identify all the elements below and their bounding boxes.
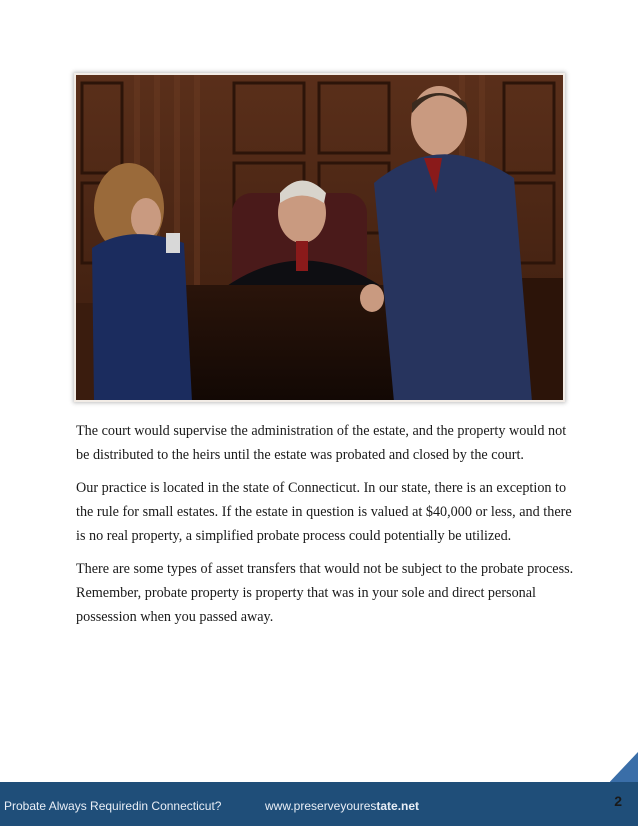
footer-url-bold: tate.net (376, 799, 420, 813)
paragraph-3: There are some types of asset transfers that would not be subject to the probate process. Remember, probate property is property that was in your sole and direct personal possession when you passed away. (76, 561, 574, 625)
paragraph-2: Our practice is located in the state of Connecticut. In our state, there is an exception to the rule for small estates. If the estate in question is valued at $40,000 or less, and there is no real property, a simplified probate process could potentially be utilized. (76, 480, 572, 544)
footer-url-prefix: www.preserveyoures (265, 799, 377, 813)
paragraph-1: The court would supervise the administration of the estate, and the property would not be distributed to the heirs until the estate was probated and closed by the court. (76, 423, 567, 463)
courtroom-illustration (74, 73, 565, 402)
footer-url-link[interactable] (265, 799, 419, 813)
page-number: 2 (614, 793, 622, 809)
body-text (76, 419, 576, 638)
courtroom-photo (74, 73, 565, 402)
footer-title: Probate Always Requiredin Connecticut? (4, 799, 222, 813)
